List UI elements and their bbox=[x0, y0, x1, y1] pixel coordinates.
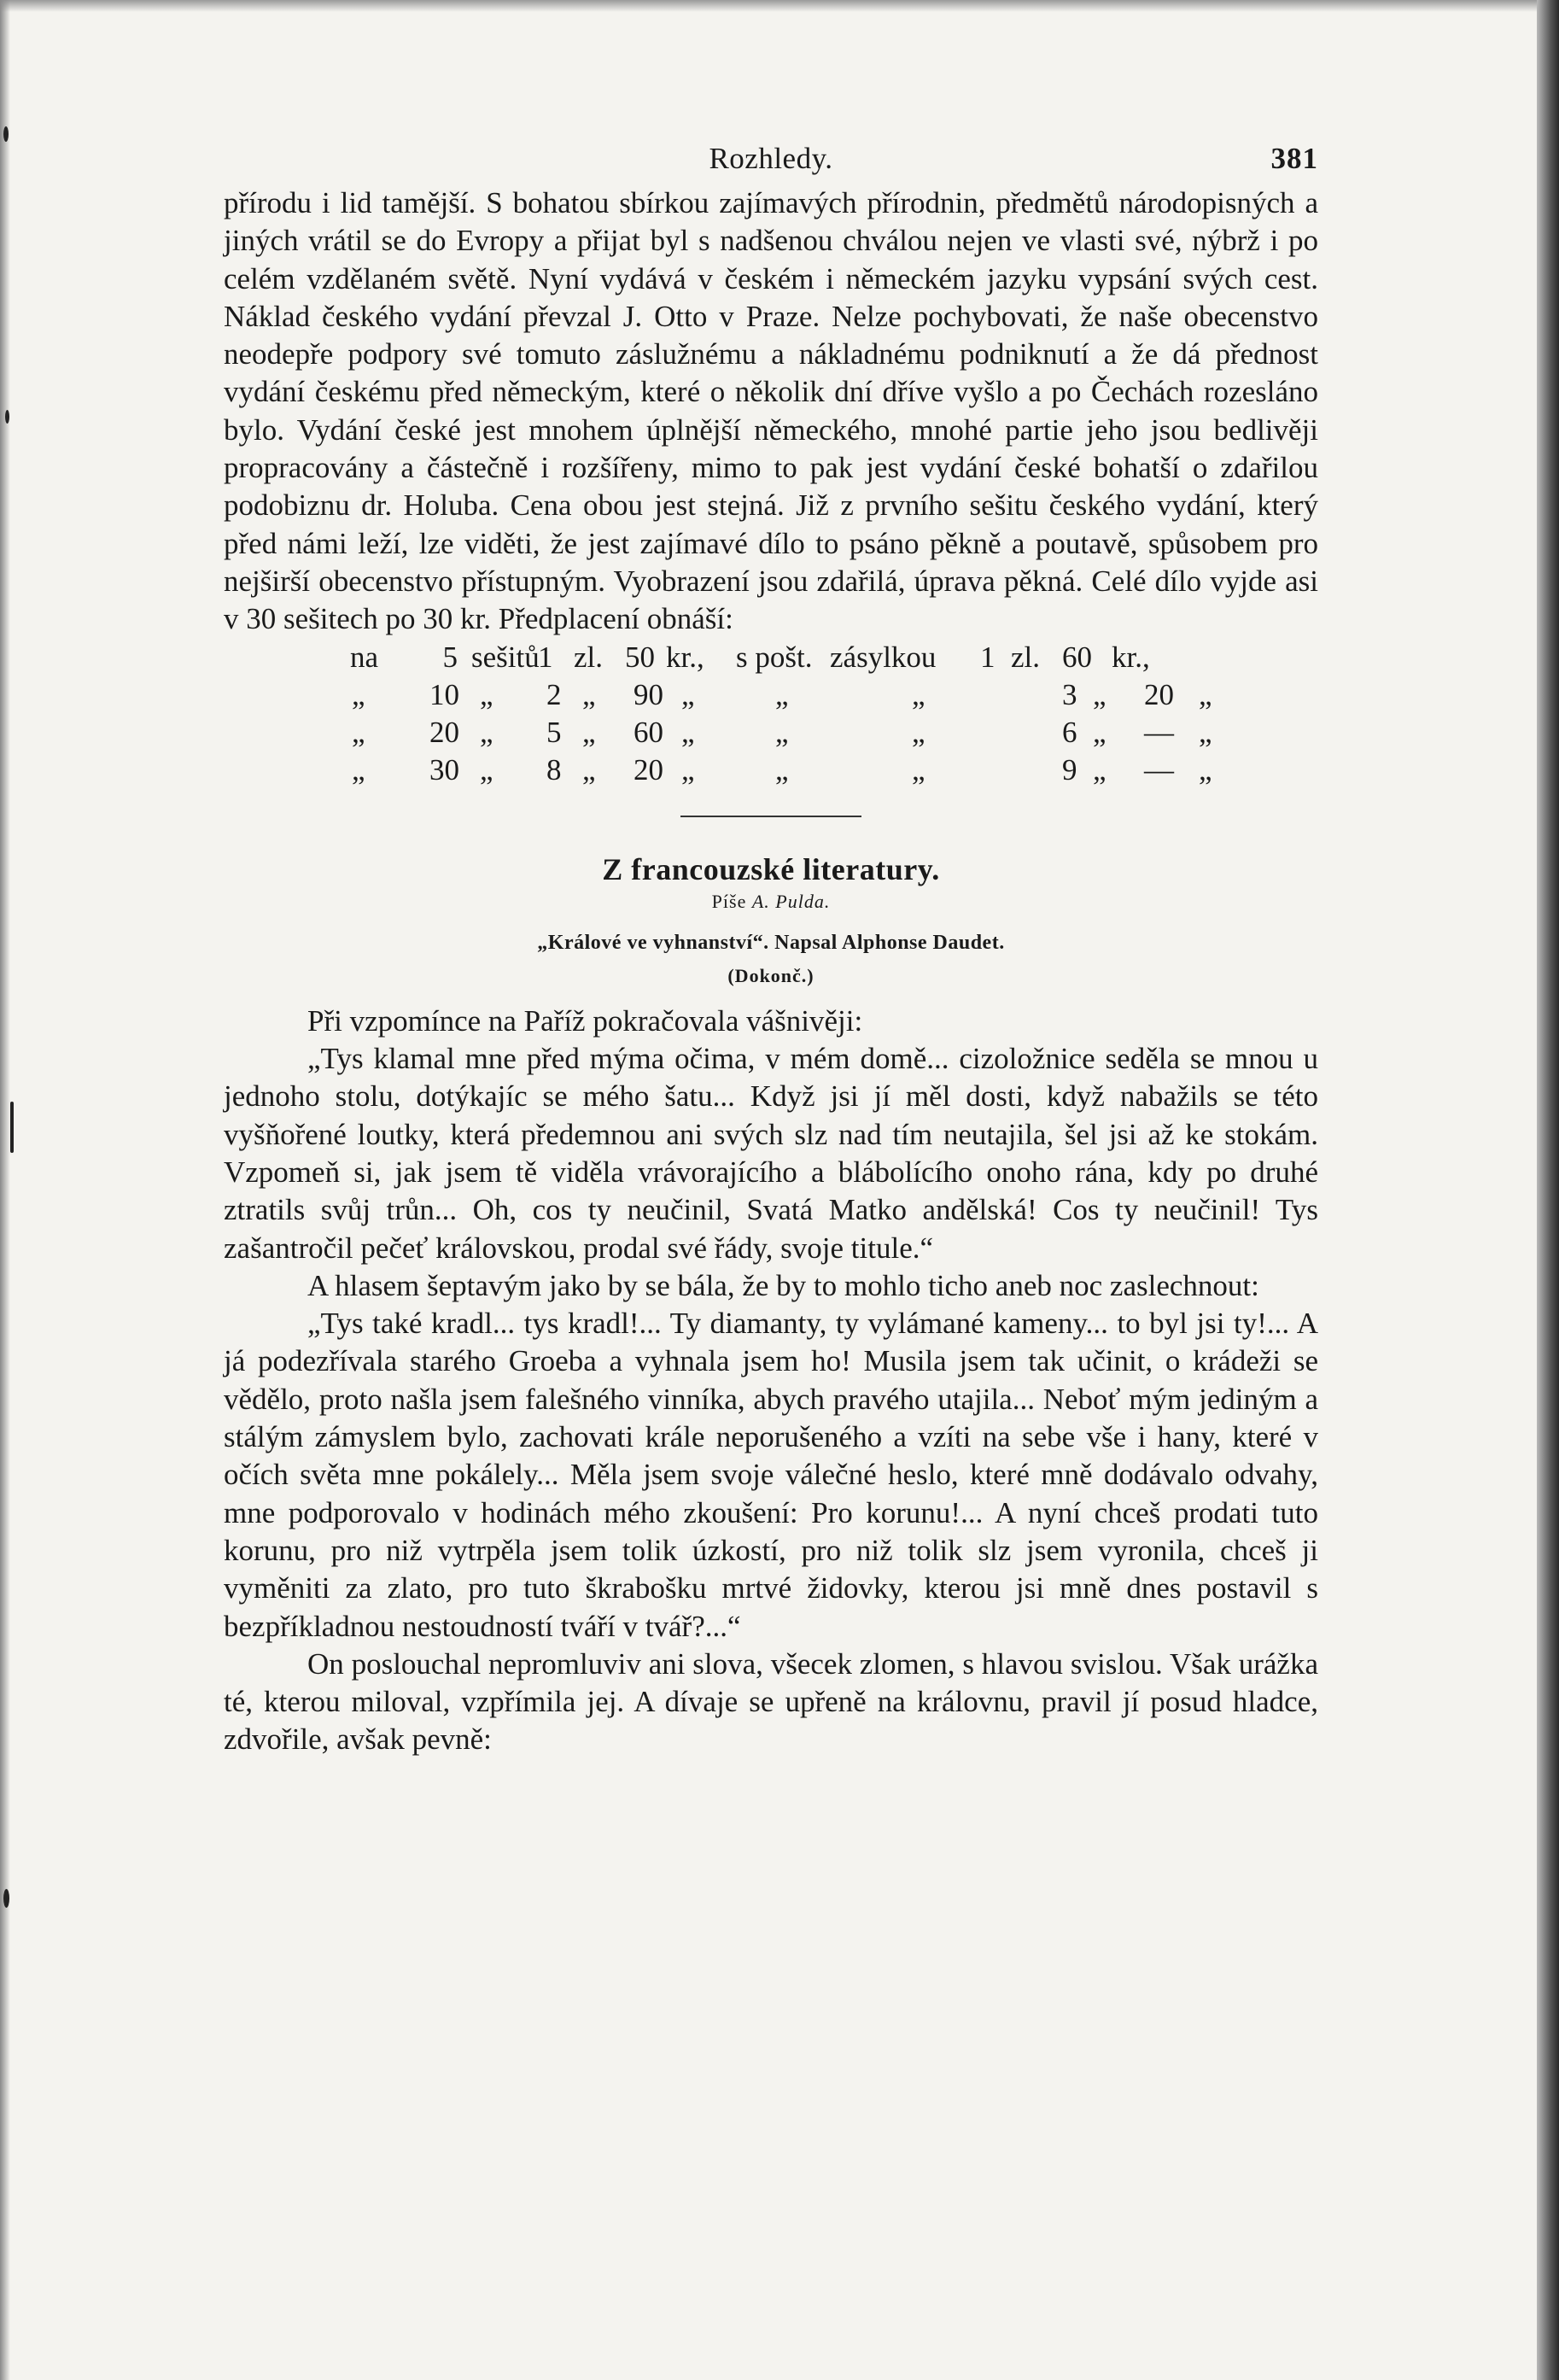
price-cell: „ bbox=[582, 677, 596, 711]
price-cell: kr., bbox=[1112, 640, 1150, 674]
price-cell: — bbox=[1144, 753, 1174, 787]
price-cell: „ bbox=[352, 753, 365, 787]
price-cell: sešitů bbox=[471, 640, 540, 674]
price-cell: „ bbox=[1093, 753, 1106, 787]
byline-prefix: Píše bbox=[711, 890, 747, 912]
price-cell: na bbox=[350, 640, 379, 674]
price-cell: 9 bbox=[1062, 753, 1077, 787]
text-column bbox=[224, 137, 1318, 1759]
price-cell: zl. bbox=[1011, 640, 1041, 674]
price-cell: s pošt. bbox=[736, 640, 813, 674]
price-cell: „ bbox=[681, 716, 695, 750]
price-cell: 1 bbox=[980, 640, 996, 674]
story-paragraph: On poslouchal nepromluviv ani slova, všecek zlomen, s hlavou svislou. Však urážka té, kterou miloval, vzpřímila jej. A dívaje se upřeně na královnu, pravil jí posud hladce, zdvořile, avšak pevně: bbox=[224, 1646, 1318, 1757]
price-cell: zásylkou bbox=[830, 640, 937, 674]
price-cell: „ bbox=[1199, 753, 1212, 787]
price-cell: 90 bbox=[634, 677, 663, 711]
story-paragraph: A hlasem šeptavým jako by se bála, že by to mohlo ticho aneb noc zaslechnout: bbox=[307, 1268, 1259, 1302]
price-cell: 30 bbox=[429, 753, 459, 787]
price-row bbox=[224, 676, 1318, 714]
running-head: Rozhledy. bbox=[709, 142, 833, 175]
price-cell: zl. bbox=[574, 640, 604, 674]
price-cell: „ bbox=[681, 677, 695, 711]
price-cell: „ bbox=[1093, 716, 1106, 750]
page-header bbox=[224, 137, 1318, 184]
price-cell: 8 bbox=[546, 753, 562, 787]
price-cell: „ bbox=[352, 716, 365, 750]
price-cell: „ bbox=[352, 677, 365, 711]
subscription-price-table bbox=[224, 639, 1318, 790]
price-cell: „ bbox=[681, 753, 695, 787]
story-paragraph: Při vzpomínce na Paříž pokračovala vášnivěji: bbox=[307, 1003, 863, 1038]
price-cell: „ bbox=[912, 716, 925, 750]
price-cell: 60 bbox=[634, 716, 663, 750]
price-cell: — bbox=[1144, 716, 1174, 750]
byline-author: A. Pulda. bbox=[751, 890, 831, 912]
price-cell: „ bbox=[582, 716, 596, 750]
price-cell: „ bbox=[582, 753, 596, 787]
margin-mark bbox=[3, 126, 9, 142]
work-subtitle: „Králové ve vyhnanství“. Napsal Alphonse Daudet. bbox=[537, 931, 1005, 954]
price-cell: „ bbox=[912, 753, 925, 787]
price-cell: „ bbox=[480, 716, 493, 750]
margin-mark bbox=[3, 1889, 9, 1908]
price-cell: „ bbox=[775, 677, 789, 711]
story-text bbox=[224, 1003, 1318, 1759]
price-cell: „ bbox=[480, 677, 493, 711]
conclusion-note: (Dokonč.) bbox=[727, 964, 815, 986]
price-row bbox=[224, 714, 1318, 751]
price-cell: „ bbox=[912, 677, 925, 711]
story-paragraph: „Tys klamal mne před mýma očima, v mém domě... cizoložnice seděla se mnou u jednoho stolu, dotýkajíc se mého šatu... Když jsi jí měl dosti, když nabažils se této vyšňořené loutky, která předemnou ani svých slz nad tím neutajila, šel jsi až ke stokám. Vzpomeň si, jak jsem tě viděla vrávorajícího a blábolícího onoho rána, kdy po druhé ztratils svůj trůn... Oh, cos ty neučinil, Svatá Matko andělská! Cos ty neučinil! Tys zašantročil pečeť královskou, prodal své řády, svoje titule.“ bbox=[224, 1042, 1318, 1265]
price-cell: 1 bbox=[538, 640, 553, 674]
price-cell: 60 bbox=[1062, 640, 1092, 674]
price-cell: „ bbox=[1093, 677, 1106, 711]
price-cell: 6 bbox=[1062, 716, 1077, 750]
scan-edge-left bbox=[0, 0, 10, 2380]
price-cell: „ bbox=[1199, 677, 1212, 711]
intro-paragraph: přírodu i lid tamější. S bohatou sbírkou zajímavých přírodnin, předmětů národopisných a jiných vrátil se do Evropy a přijat byl s nadšenou chválou nejen ve vlasti své, nýbrž i po celém vzdělaném světě. Nyní vydává v českém i německém jazyku vypsání svých cest. Náklad českého vydání převzal J. Otto v Praze. Nelze pochybovati, že naše obecenstvo neodepře podpory své tomuto záslužnému a nákladnému podniknutí a že dá přednost vydání českému před německým, které o několik dní dříve vyšlo a po Čechách rozesláno bylo. Vydání české jest mnohem úplnější německého, mnohé partie jeho jsou bedlivěji propracovány a částečně i rozšířeny, mimo to pak jest vydání české bohatší o zdařilou podobiznu dr. Holuba. Cena obou jest stejná. Již z prvního sešitu českého vydání, který před námi leží, lze viděti, že jest zajímavé dílo to psáno pěkně a poutavě, spůsobem pro nejširší obecenstvo přístupným. Vyobrazení jsou zdařilá, úprava pěkná. Celé dílo vyjde asi v 30 sešitech po 30 kr. Předplacení obnáší: bbox=[224, 186, 1318, 636]
price-cell: kr., bbox=[666, 640, 704, 674]
price-cell: 20 bbox=[634, 753, 663, 787]
price-row bbox=[224, 639, 1318, 676]
margin-mark bbox=[5, 410, 9, 424]
price-cell: „ bbox=[1199, 716, 1212, 750]
price-cell: 2 bbox=[546, 677, 562, 711]
section-title: Z francouzské literatury. bbox=[602, 851, 940, 886]
price-cell: „ bbox=[775, 716, 789, 750]
scan-edge-right bbox=[1537, 0, 1559, 2380]
price-cell: 5 bbox=[546, 716, 562, 750]
byline bbox=[224, 891, 1318, 913]
price-cell: „ bbox=[480, 753, 493, 787]
price-cell: 5 bbox=[442, 640, 458, 674]
scan-edge-top bbox=[0, 0, 1559, 12]
price-cell: 3 bbox=[1062, 677, 1077, 711]
price-cell: 20 bbox=[1144, 677, 1174, 711]
price-cell: „ bbox=[775, 753, 789, 787]
price-cell: 10 bbox=[429, 677, 459, 711]
price-cell: 20 bbox=[429, 716, 459, 750]
price-cell: 50 bbox=[625, 640, 655, 674]
price-row bbox=[224, 751, 1318, 789]
story-paragraph: „Tys také kradl... tys kradl!... Ty diamanty, ty vylámané kameny... to byl jsi ty!... A já podezřívala starého Groeba a vyhnala jsem ho! Musila jsem tak učinit, o krádeži se vědělo, proto našla jsem falešného vinníka, abych pravého utajila... Neboť mým jediným a stálým zámyslem bylo, zachovati krále neporušeného a vzíti na sebe vše i hany, které v očích světa mne pokálely... Měla jsem svoje válečné heslo, které mně dodávalo odvahy, mne podporovalo v hodinách mého zkoušení: Pro korunu!... A nyní chceš prodati tuto korunu, pro niž vytrpěla jsem tolik úzkostí, pro niž tolik slz jsem vyronila, chceš ji vyměniti za zlato, pro tuto škrabošku mrtvé židovky, kterou jsi mně dnes postavil s bezpříkladnou nestoudností tváří v tvář?...“ bbox=[224, 1307, 1318, 1643]
section-divider bbox=[680, 816, 861, 817]
page-number: 381 bbox=[1270, 142, 1318, 175]
margin-mark bbox=[10, 1102, 14, 1153]
